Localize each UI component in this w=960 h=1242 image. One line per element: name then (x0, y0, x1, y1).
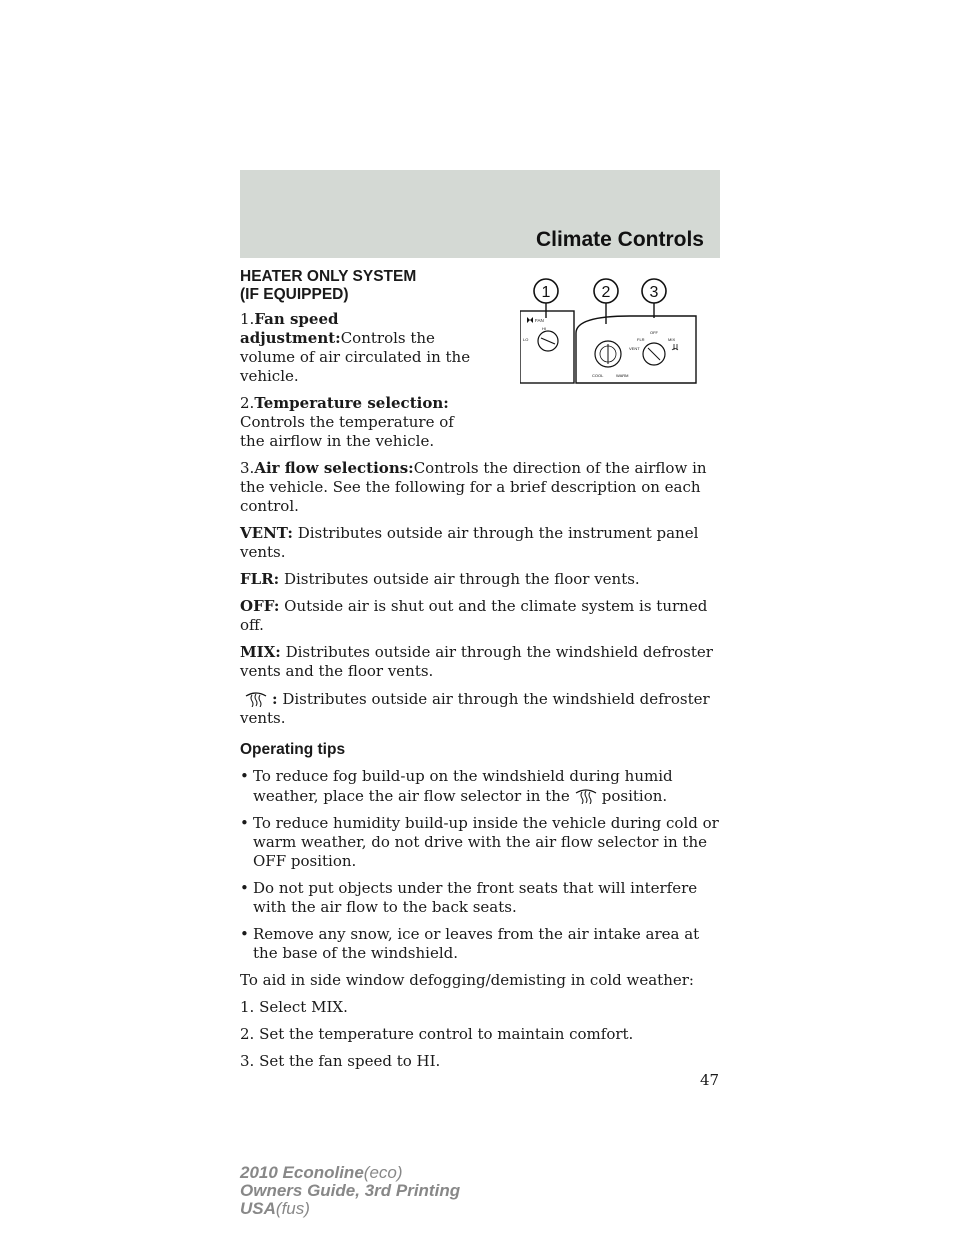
operating-tips-heading: Operating tips (240, 741, 346, 758)
svg-text:WARM: WARM (616, 373, 629, 378)
list-item: • Do not put objects under the front seats that will interfere with the air flow to the back seats. (240, 879, 698, 916)
page-number: 47 (700, 1071, 720, 1089)
svg-text:MIX: MIX (668, 337, 676, 342)
list-item: • To reduce fog build-up on the windshield during humid weather, place the air flow selector in the position. (240, 767, 673, 805)
svg-text:COOL: COOL (592, 373, 604, 378)
defog-step-1: 1. Select MIX. (240, 998, 348, 1016)
operating-tips-list (240, 767, 720, 963)
list-item: • Remove any snow, ice or leaves from the air intake area at the base of the windshield. (240, 925, 700, 962)
item-fan-speed: 1.Fan speed adjustment:Controls the volume of air circulated in the vehicle. (240, 310, 471, 385)
defog-step-2: 2. Set the temperature control to maintain comfort. (240, 1025, 634, 1043)
svg-text:FAN: FAN (535, 318, 544, 323)
mode-defrost: : Distributes outside air through the windshield defroster vents. (240, 690, 710, 727)
svg-text:HI: HI (542, 326, 546, 331)
defog-intro: To aid in side window defogging/demisting in cold weather: (240, 971, 694, 989)
windshield-defrost-icon (574, 786, 598, 804)
svg-text:VENT: VENT (629, 346, 640, 351)
item-temperature: 2.Temperature selection: Controls the temperature of the airflow in the vehicle. (240, 394, 454, 450)
callout-1: 1 (541, 284, 551, 301)
print-footer: 2010 Econoline(eco) Owners Guide, 3rd Printing USA(fus) (240, 1163, 461, 1218)
mode-flr: FLR: Distributes outside air through the floor vents. (240, 570, 640, 588)
defog-step-3: 3. Set the fan speed to HI. (240, 1052, 441, 1070)
section-title: HEATER ONLY SYSTEM (IF EQUIPPED) (240, 268, 417, 303)
page-content (240, 268, 720, 1079)
mode-off: OFF: Outside air is shut out and the climate system is turned off. (240, 597, 708, 634)
item-air-flow: 3.Air flow selections:Controls the direction of the airflow in the vehicle. See the following for a brief description on each control. (240, 459, 707, 515)
header-band (240, 170, 720, 258)
section-header-title: Climate Controls (535, 228, 704, 251)
mode-vent: VENT: Distributes outside air through the instrument panel vents. (240, 524, 699, 561)
callout-2: 2 (601, 284, 611, 301)
svg-text:OFF: OFF (650, 330, 658, 335)
mode-mix: MIX: Distributes outside air through the windshield defroster vents and the floor vents. (240, 643, 713, 680)
svg-text:FLR: FLR (637, 337, 645, 342)
callout-3: 3 (649, 284, 659, 301)
list-item: • To reduce humidity build-up inside the vehicle during cold or warm weather, do not drive with the air flow selector in the OFF position. (240, 814, 719, 870)
svg-text:LO: LO (523, 337, 529, 342)
windshield-defrost-icon (244, 689, 268, 707)
